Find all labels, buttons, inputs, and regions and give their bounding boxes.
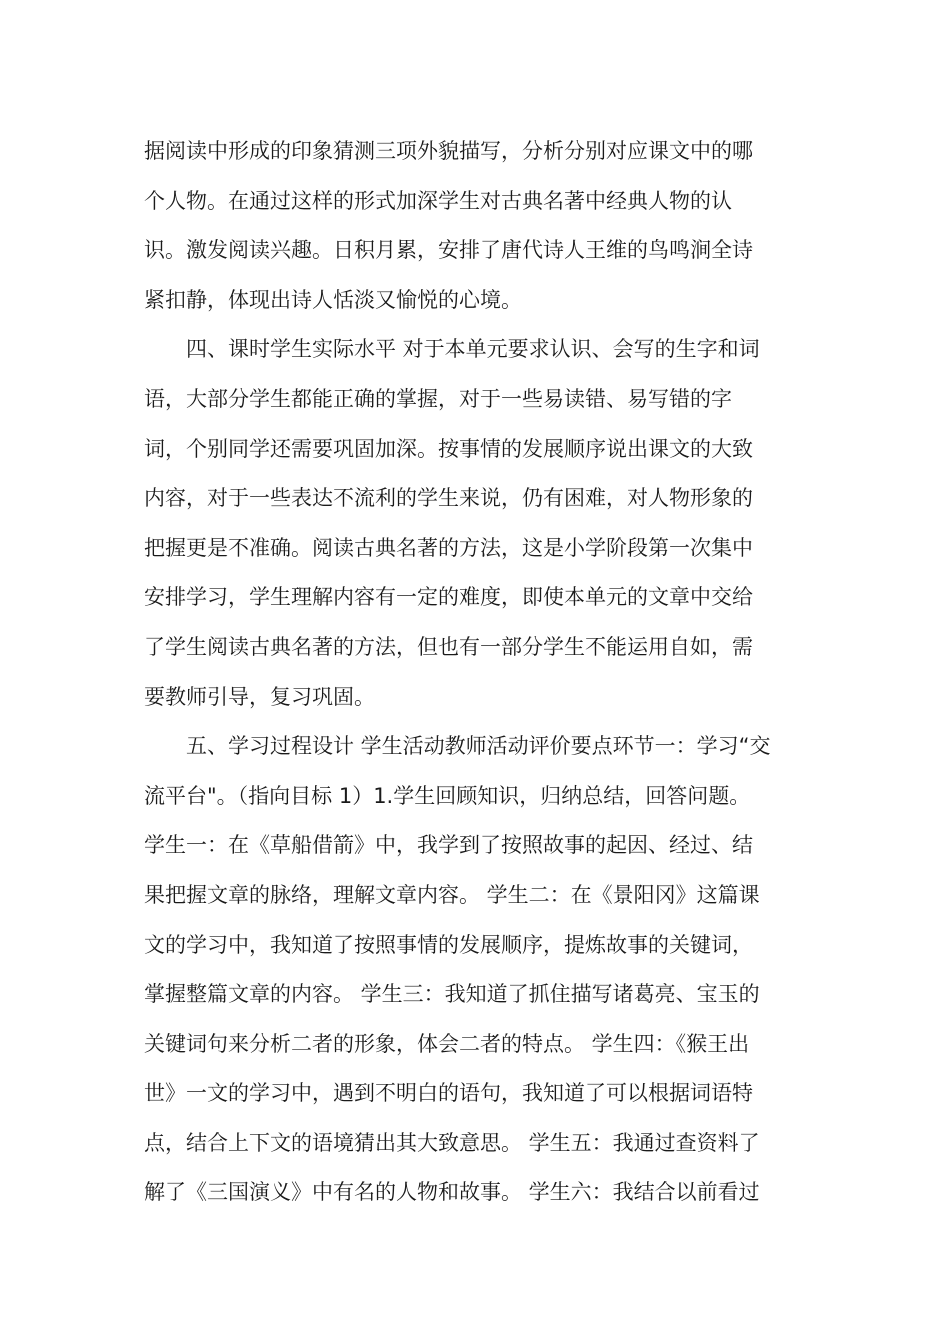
text-line: 点，结合上下文的语境猜出其大致意思。 学生五：我通过查资料了 xyxy=(144,1130,760,1155)
paragraph xyxy=(144,127,808,325)
text-line: 四、课时学生实际水平 对于本单元要求认识、会写的生字和词 xyxy=(144,337,760,362)
text-line: 流平台"。（指向目标 1）1.学生回顾知识，归纳总结，回答问题。 xyxy=(144,783,751,808)
text-line: 了学生阅读古典名著的方法，但也有一部分学生不能运用自如，需 xyxy=(144,634,753,659)
text-line: 解了《三国演义》中有名的人物和故事。 学生六：我结合以前看过 xyxy=(144,1180,760,1205)
text-line: 掌握整篇文章的内容。 学生三：我知道了抓住描写诸葛亮、宝玉的 xyxy=(144,982,760,1007)
paragraph xyxy=(144,325,808,722)
text-line: 学生一：在《草船借箭》中，我学到了按照故事的起因、经过、结 xyxy=(144,833,753,858)
text-line: 个人物。在通过这样的形式加深学生对古典名著中经典人物的认 xyxy=(144,188,732,213)
text-line: 词，个别同学还需要巩固加深。按事情的发展顺序说出课文的大致 xyxy=(144,436,753,461)
text-line: 关键词句来分析二者的形象，体会二者的特点。 学生四：《猴王出 xyxy=(144,1031,750,1056)
text-line: 果把握文章的脉络，理解文章内容。 学生二：在《景阳冈》这篇课 xyxy=(144,882,760,907)
text-line: 要教师引导，复习巩固。 xyxy=(144,684,375,709)
text-line: 内容，对于一些表达不流利的学生来说，仍有困难，对人物形象的 xyxy=(144,486,753,511)
text-line: 紧扣静，体现出诗人恬淡又愉悦的心境。 xyxy=(144,287,522,312)
paragraph xyxy=(144,722,808,1218)
document-body xyxy=(144,127,808,1218)
text-line: 语，大部分学生都能正确的掌握，对于一些易读错、易写错的字 xyxy=(144,386,732,411)
text-line: 识。激发阅读兴趣。日积月累，安排了唐代诗人王维的鸟鸣涧全诗 xyxy=(144,238,753,263)
text-line: 安排学习，学生理解内容有一定的难度，即使本单元的文章中交给 xyxy=(144,585,753,610)
text-line: 把握更是不准确。阅读古典名著的方法，这是小学阶段第一次集中 xyxy=(144,535,753,560)
text-line: 五、学习过程设计 学生活动教师活动评价要点环节一：学习“交 xyxy=(144,734,771,759)
text-line: 据阅读中形成的印象猜测三项外貌描写，分析分别对应课文中的哪 xyxy=(144,139,753,163)
text-line: 世》一文的学习中，遇到不明白的语句，我知道了可以根据词语特 xyxy=(144,1081,753,1106)
text-line: 文的学习中，我知道了按照事情的发展顺序，提炼故事的关键词， xyxy=(144,932,753,957)
